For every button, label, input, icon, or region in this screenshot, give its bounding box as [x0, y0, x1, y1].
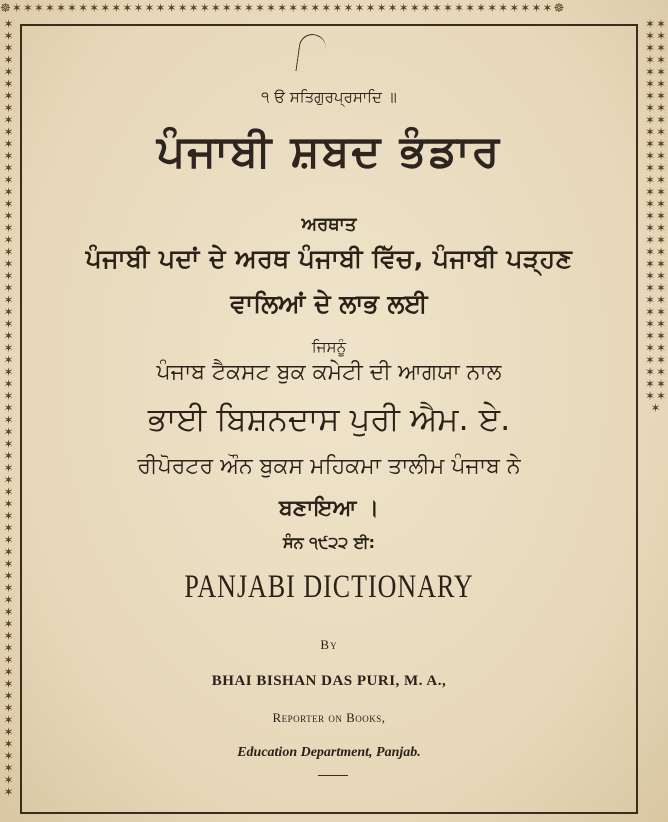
arthat-label: ਅਰਥਾਤ	[301, 214, 357, 235]
jisnu-label: ਜਿਸਨੂੰ	[311, 338, 347, 356]
publication-year: ਸੰਨ ੧੯੨੨ ਈ:	[282, 533, 376, 552]
invocation: ੧ ੳ ਸਤਿਗੁਰਪ੍ਰਸਾਦਿ ॥	[261, 88, 397, 106]
page-title-punjabi: ਪੰਜਾਬੀ ਸ਼ਬਦ ਭੰਡਾਰ	[156, 126, 502, 177]
banaia-label: ਬਣਾਇਆ ।	[279, 496, 379, 521]
ornamental-border-left: ✶✶✶✶✶✶✶✶✶✶✶✶✶✶✶✶✶✶✶✶✶✶✶✶✶✶✶✶✶✶✶✶✶✶✶✶✶✶✶✶✶✶✶✶✶✶✶✶✶✶✶✶✶✶✶✶✶✶✶✶✶✶✶✶✶	[3, 18, 15, 799]
committee-line: ਪੰਜਾਬ ਟੈਕਸਟ ਬੁਕ ਕਮੇਟੀ ਦੀ ਆਗਯਾ ਨਾਲ	[156, 360, 502, 385]
reporter-punjabi: ਰੀਪੋਰਟਰ ਔਨ ਬੁਕਸ ਮਹਿਕਮਾ ਤਾਲੀਮ ਪੰਜਾਬ ਨੇ	[137, 454, 521, 479]
closing-rule	[318, 775, 348, 776]
page-title-english: PANJABI DICTIONARY	[184, 568, 474, 605]
by-label: By	[320, 637, 338, 652]
description-line-2: ਵਾਲਿਆਂ ਦੇ ਲਾਭ ਲਈ	[230, 289, 428, 318]
author-english: BHAI BISHAN DAS PURI, M. A.,	[211, 673, 447, 689]
author-punjabi: ਭਾਈ ਬਿਸ਼ਨਦਾਸ ਪੁਰੀ ਐਮ. ਏ.	[147, 400, 511, 438]
ornamental-border-top: ☸✶✶✶✶✶✶✶✶✶✶✶✶✶✶✶✶✶✶✶✶✶✶✶✶✶✶✶✶✶✶✶✶✶✶✶✶✶✶✶✶✶✶✶✶✶✶✶✶✶☸	[0, 1, 566, 15]
reporter-english: Reporter on Books,	[272, 710, 386, 725]
description-line-1: ਪੰਜਾਬੀ ਪਦਾਂ ਦੇ ਅਰਥ ਪੰਜਾਬੀ ਵਿੱਚ, ਪੰਜਾਬੀ ਪੜ੍ਹਣ	[85, 244, 573, 273]
department-english: Education Department, Panjab.	[237, 745, 421, 760]
ornamental-border-right: ✶✶✶✶✶✶✶✶✶✶✶✶✶✶✶✶✶✶✶✶✶✶✶✶✶✶✶✶✶✶✶✶✶✶✶✶✶✶✶✶✶✶✶✶✶✶✶✶✶✶✶✶✶✶✶✶✶✶✶✶✶✶✶✶✶	[644, 18, 668, 415]
